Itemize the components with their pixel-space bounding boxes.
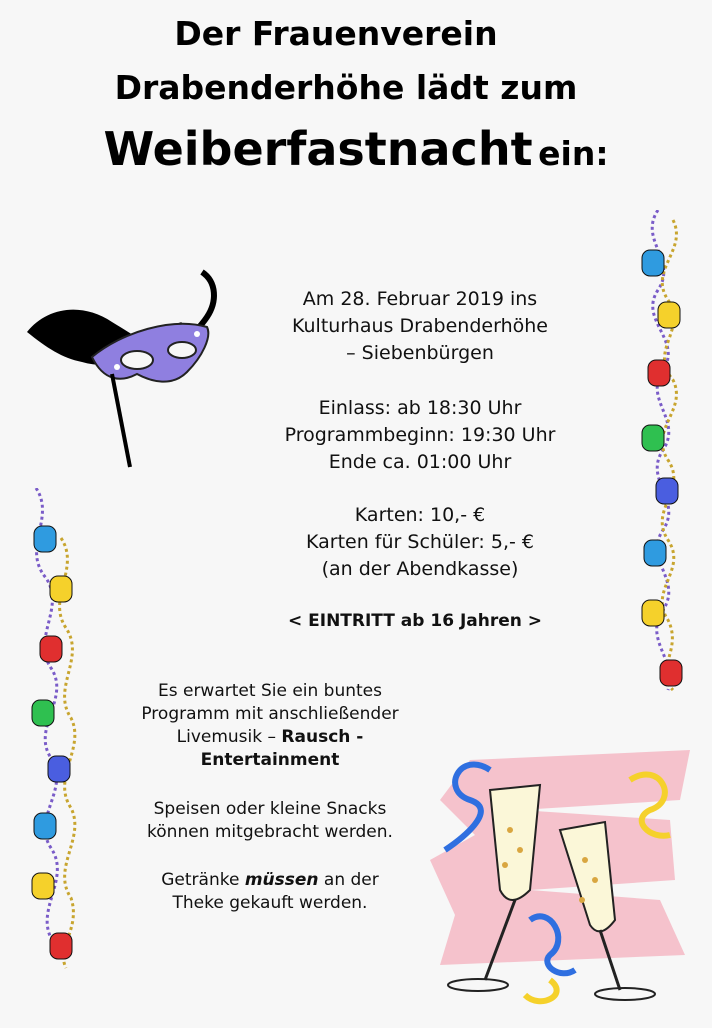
- age-notice: < EINTRITT ab 16 Jahren >: [287, 611, 543, 631]
- title-line-2: Drabenderhöhe lädt zum: [114, 68, 578, 107]
- event-date-location: [240, 286, 600, 367]
- ticket-prices: [240, 502, 600, 583]
- band-name-part2: Entertainment: [200, 750, 340, 770]
- champagne-glasses-icon: [400, 740, 700, 1020]
- p3-line-1: [100, 869, 440, 892]
- entry-time: Einlass: ab 18:30 Uhr: [318, 397, 522, 419]
- program-description: [100, 680, 440, 772]
- p1-line-2: Programm mit anschließender: [141, 704, 399, 724]
- title-weiberfastnacht: Weiberfastnacht: [103, 122, 533, 176]
- p1-line-3-text: Livemusik –: [176, 727, 277, 747]
- title-line-1: Der Frauenverein: [174, 14, 498, 53]
- p3-line-2: Theke gekauft werden.: [172, 893, 368, 913]
- p1-line-3: [100, 726, 440, 749]
- band-name-part1: Rausch -: [281, 727, 364, 747]
- end-time: Ende ca. 01:00 Uhr: [328, 451, 512, 473]
- p1-line-1: Es erwartet Sie ein buntes: [157, 681, 382, 701]
- date-line-1: Am 28. Februar 2019 ins: [302, 288, 538, 310]
- food-note: [100, 798, 440, 844]
- confetti-garland-icon: [628, 210, 694, 695]
- program-start-time: Programmbeginn: 19:30 Uhr: [284, 424, 556, 446]
- p3-post: an der: [323, 870, 379, 890]
- p2-line-2: können mitgebracht werden.: [147, 822, 393, 842]
- drinks-note: [100, 869, 440, 915]
- p3-pre: Getränke: [161, 870, 240, 890]
- p3-emphasis: müssen: [244, 870, 319, 890]
- ticket-price: Karten: 10,- €: [354, 504, 486, 526]
- date-line-3: – Siebenbürgen: [346, 342, 494, 364]
- carnival-mask-icon: [22, 262, 232, 472]
- p2-line-1: Speisen oder kleine Snacks: [153, 799, 387, 819]
- date-line-2: Kulturhaus Drabenderhöhe: [292, 315, 548, 337]
- confetti-garland-icon: [26, 488, 88, 973]
- ticket-note: (an der Abendkasse): [321, 558, 519, 580]
- title-ein: ein:: [538, 134, 609, 173]
- ticket-price-students: Karten für Schüler: 5,- €: [306, 531, 534, 553]
- title-line-3: [0, 122, 712, 176]
- event-times: [240, 395, 600, 476]
